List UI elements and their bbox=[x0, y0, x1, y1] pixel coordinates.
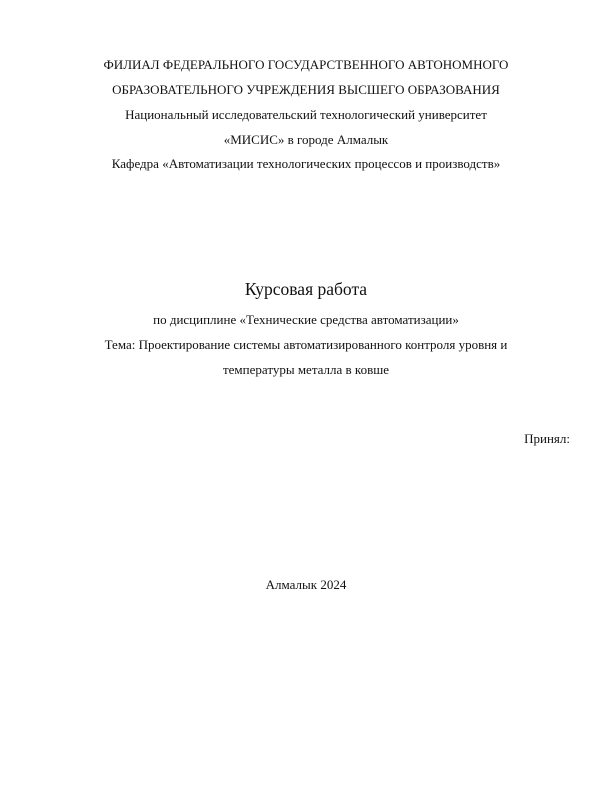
header-line-city: «МИСИС» в городе Алмалык bbox=[223, 132, 389, 147]
topic-line-1: Тема: Проектирование системы автоматизированного контроля уровня и bbox=[104, 337, 508, 352]
header-line-branch: ФИЛИАЛ ФЕДЕРАЛЬНОГО ГОСУДАРСТВЕННОГО АВТОНОМНОГО bbox=[103, 57, 509, 72]
accepted-by-label: Принял: bbox=[524, 431, 570, 446]
topic-line-2: температуры металла в ковше bbox=[222, 362, 389, 377]
header-line-department: Кафедра «Автоматизации технологических процессов и производств» bbox=[111, 156, 501, 171]
city-year: Алмалык 2024 bbox=[265, 577, 347, 592]
document-title: Курсовая работа bbox=[244, 279, 368, 299]
header-line-university: Национальный исследовательский технологический университет bbox=[125, 107, 487, 122]
header-line-institution-type: ОБРАЗОВАТЕЛЬНОГО УЧРЕЖДЕНИЯ ВЫСШЕГО ОБРАЗОВАНИЯ bbox=[112, 82, 500, 97]
discipline-line: по дисциплине «Технические средства автоматизации» bbox=[153, 312, 459, 327]
